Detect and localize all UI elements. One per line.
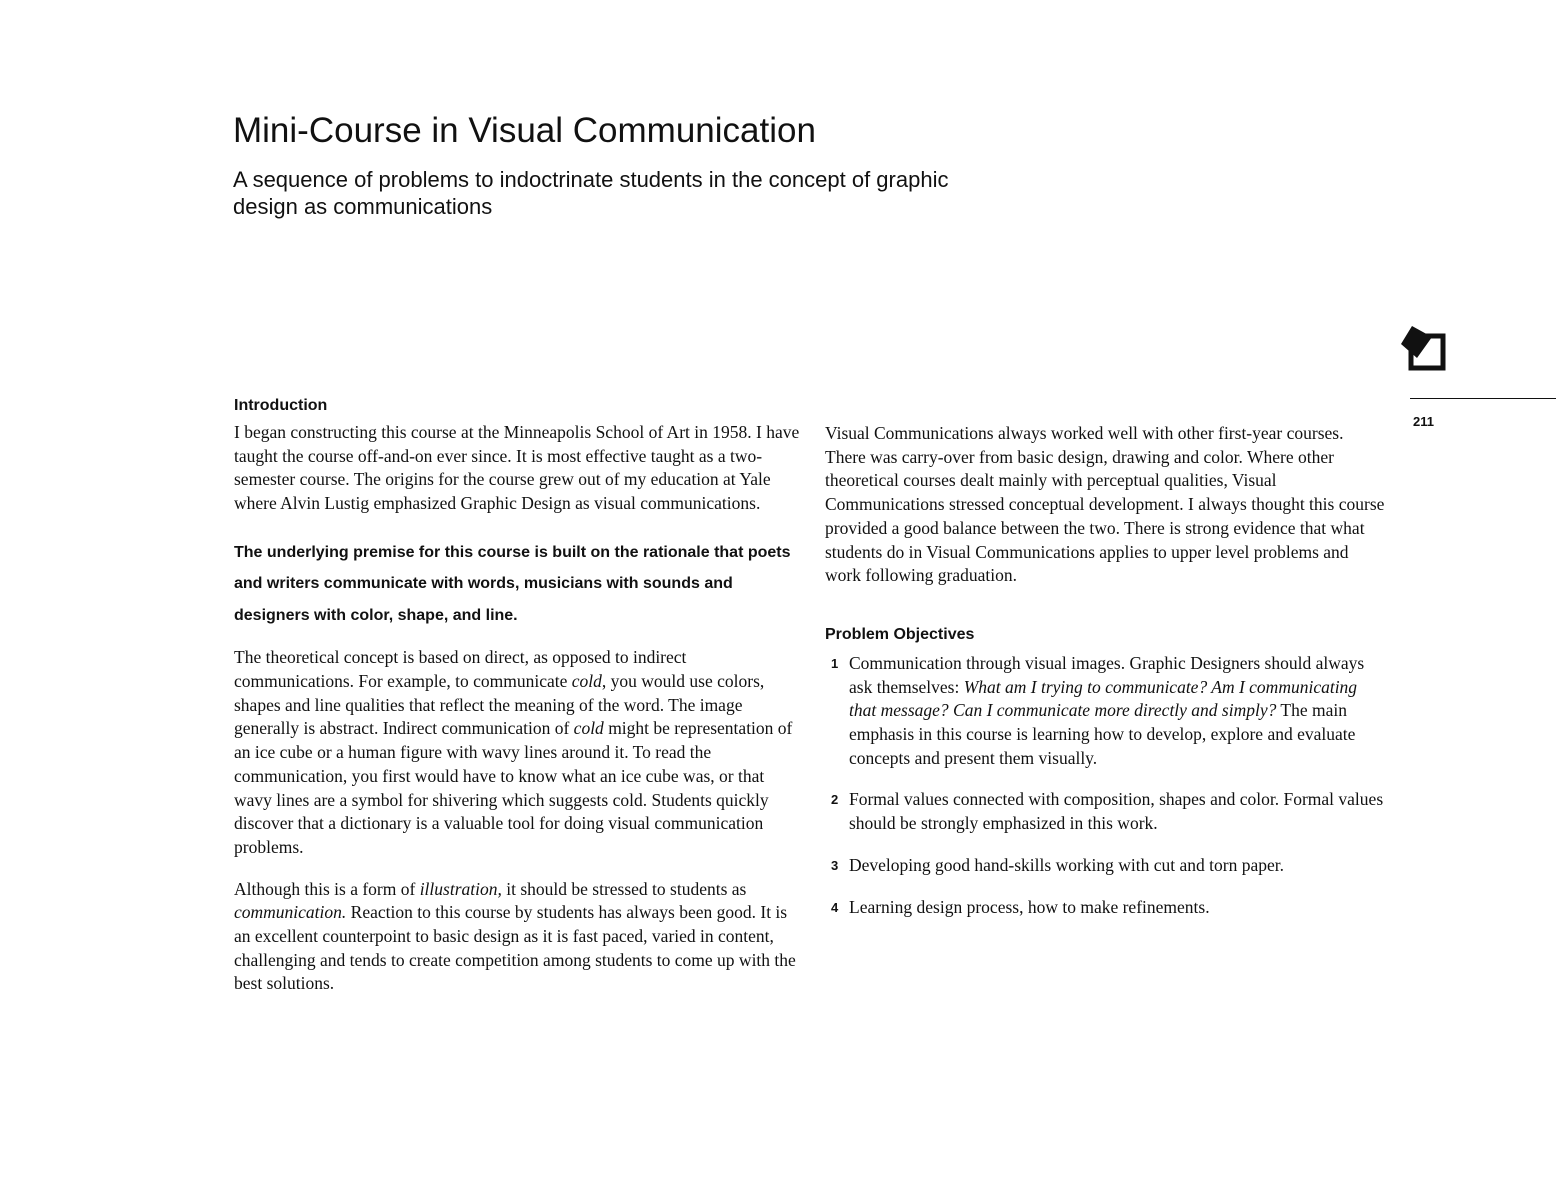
left-column [234,395,804,996]
objective-item: 4 Learning design process, how to make refinements. [831,896,1210,917]
overlapping-squares-icon [1399,325,1447,373]
objective-number: 2 [831,792,839,808]
objective-number: 3 [831,857,839,873]
objective-item: 3 Developing good hand-skills working with cut and torn paper. [831,854,1284,875]
page-number: 211 [1413,414,1434,429]
objectives-list [825,652,1385,919]
illustration-paragraph: Although this is a form of illustration, it should be stressed to students as communication. Reaction to this course by students has always been good. It is an excellent counterpoint to basic design as it is fast paced, varied in content, challenging and tends to create competition among students to come up with the best solutions. [234,878,796,994]
objective-number: 1 [831,655,839,671]
page-subtitle: A sequence of problems to indoctrinate students in the concept of graphic design as communications [233,167,949,219]
right-column [825,422,1385,937]
emphasis-illustration: illustration, [419,878,502,899]
emphasis-communication: communication. [234,902,347,923]
first-year-paragraph: Visual Communications always worked well with other first-year courses. There was carry-over from basic design, drawing and color. Where other theoretical courses dealt mainly with perceptual qualities, Visual Communications stressed conceptual development. I always thought this course provided a good balance between the two. There is strong evidence that what students do in Visual Communications applies to upper level problems and work following graduation. [825,423,1385,586]
theoretical-concept-paragraph: The theoretical concept is based on direct, as opposed to indirect communications. For example, to communicate cold, you would use colors, shapes and line qualities that reflect the meaning of the word. The image generally is abstract. Indirect communication of cold might be representation of an ice cube or a human figure with wavy lines around it. To read the communication, you first would have to know what an ice cube was, or that wavy lines are a symbol for shivering which suggests cold. Students quickly discover that a dictionary is a valuable tool for doing visual communication problems. [234,647,793,857]
introduction-heading: Introduction [234,397,328,414]
emphasis-questions: What am I trying to communicate? Am I communicating that message? Can I communicate more directly and simply? [849,676,1358,721]
folio-rule [1410,398,1556,399]
page-title: Mini-Course in Visual Communication [233,111,816,150]
introduction-paragraph: I began constructing this course at the Minneapolis School of Art in 1958. I have taught the course off-and-on ever since. It is most effective taught as a two-semester course. The origins for the course grew out of my education at Yale where Alvin Lustig emphasized Graphic Design as visual communications. [234,422,800,514]
premise-statement: The underlying premise for this course is built on the rationale that poets and writers communicate with words, musicians with sounds and designers with color, shape, and line. [234,543,791,624]
problem-objectives-heading: Problem Objectives [825,625,975,643]
emphasis-cold: cold [571,671,602,692]
objective-item: 2 Formal values connected with composition, shapes and color. Formal values should be strongly emphasized in this work. [831,789,1384,834]
emphasis-cold: cold [573,718,604,739]
objective-number: 4 [831,899,839,915]
objective-item: 1 Communication through visual images. Graphic Designers should always ask themselves: What am I trying to communicate? Am I communicating that message? Can I communicate more directly and simply? The main emphasis in this course is learning how to develop, explore and evaluate concepts and present them visually. [831,652,1365,768]
